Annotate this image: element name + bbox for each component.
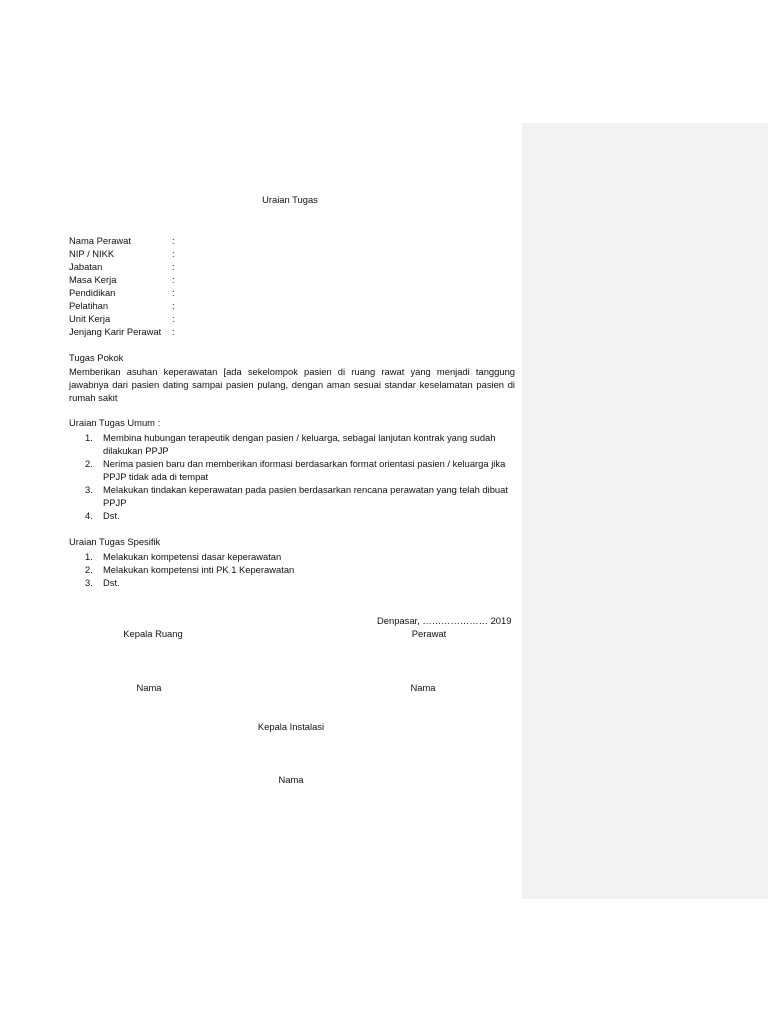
field-label-jenjang-karir: Jenjang Karir Perawat [69, 326, 162, 337]
list-item [69, 483, 515, 509]
document-title: Uraian Tugas [262, 194, 318, 205]
list-number: 4. [85, 510, 93, 521]
paragraph-line: rumah sakit [69, 392, 118, 403]
list-number: 2. [85, 564, 93, 575]
field-label-unit-kerja: Unit Kerja [69, 313, 111, 324]
list-text: PPJP tidak ada di tempat [103, 471, 209, 482]
perawat-label: Perawat [411, 628, 447, 639]
list-text: PPJP [103, 497, 127, 508]
field-label-nama-perawat: Nama Perawat [69, 235, 132, 246]
tugas-pokok-heading: Tugas Pokok [69, 352, 124, 363]
perawat-name: Nama [410, 682, 436, 693]
list-number: 2. [85, 458, 93, 469]
uraian-tugas-spesifik-heading: Uraian Tugas Spesifik [69, 536, 161, 547]
list-text: Dst. [103, 577, 120, 588]
uraian-tugas-umum-list [69, 431, 515, 522]
list-number: 1. [85, 551, 93, 562]
list-text: Melakukan kompetensi dasar keperawatan [103, 551, 282, 562]
list-item [69, 509, 515, 522]
field-label-pelatihan: Pelatihan [69, 300, 109, 311]
kepala-ruang-name: Nama [136, 682, 162, 693]
field-colon: : [172, 313, 175, 324]
list-item [69, 550, 515, 563]
list-text: Melakukan tindakan keperawatan pada pasien berdasarkan rencana perawatan yang telah dibuat [103, 484, 508, 495]
list-number: 1. [85, 432, 93, 443]
list-item [69, 457, 515, 483]
uraian-tugas-spesifik-list [69, 550, 515, 589]
list-item [69, 563, 515, 576]
paragraph-line: jawabnya dari pasien dating sampai pasien pulang, dengan aman sesuai standar keselamatan pasien di [69, 379, 515, 390]
field-colon: : [172, 300, 175, 311]
tugas-pokok-paragraph [69, 365, 515, 404]
kepala-instalasi-label: Kepala Instalasi [257, 721, 325, 732]
field-label-nip: NIP / NIKK [69, 248, 115, 259]
list-text: Membina hubungan terapeutik dengan pasien / keluarga, sebagai lanjutan kontrak yang sudah [103, 432, 496, 443]
paragraph-line: Memberikan asuhan keperawatan [ada sekelompok pasien di ruang rawat yang menjadi tanggung [69, 366, 515, 377]
list-item [69, 431, 515, 457]
uraian-tugas-umum-heading: Uraian Tugas Umum : [69, 417, 161, 428]
field-label-jabatan: Jabatan [69, 261, 103, 272]
field-colon: : [172, 287, 175, 298]
list-text: dilakukan PPJP [103, 445, 169, 456]
list-text: Melakukan kompetensi inti PK 1 Keperawatan [103, 564, 295, 575]
field-colon: : [172, 274, 175, 285]
kepala-ruang-label: Kepala Ruang [123, 628, 183, 639]
field-colon: : [172, 235, 175, 246]
field-label-masa-kerja: Masa Kerja [69, 274, 117, 285]
field-colon: : [172, 261, 175, 272]
list-item [69, 576, 515, 589]
kepala-instalasi-name: Nama [278, 774, 304, 785]
list-number: 3. [85, 577, 93, 588]
field-label-pendidikan: Pendidikan [69, 287, 116, 298]
comment-pane [522, 123, 768, 899]
place-date: Denpasar, ………………… 2019 [377, 615, 512, 626]
list-text: Nerima pasien baru dan memberikan iformasi berdasarkan format orientasi pasien / keluarga jika [103, 458, 506, 469]
field-colon: : [172, 248, 175, 259]
list-text: Dst. [103, 510, 120, 521]
list-number: 3. [85, 484, 93, 495]
field-colon: : [172, 326, 175, 337]
